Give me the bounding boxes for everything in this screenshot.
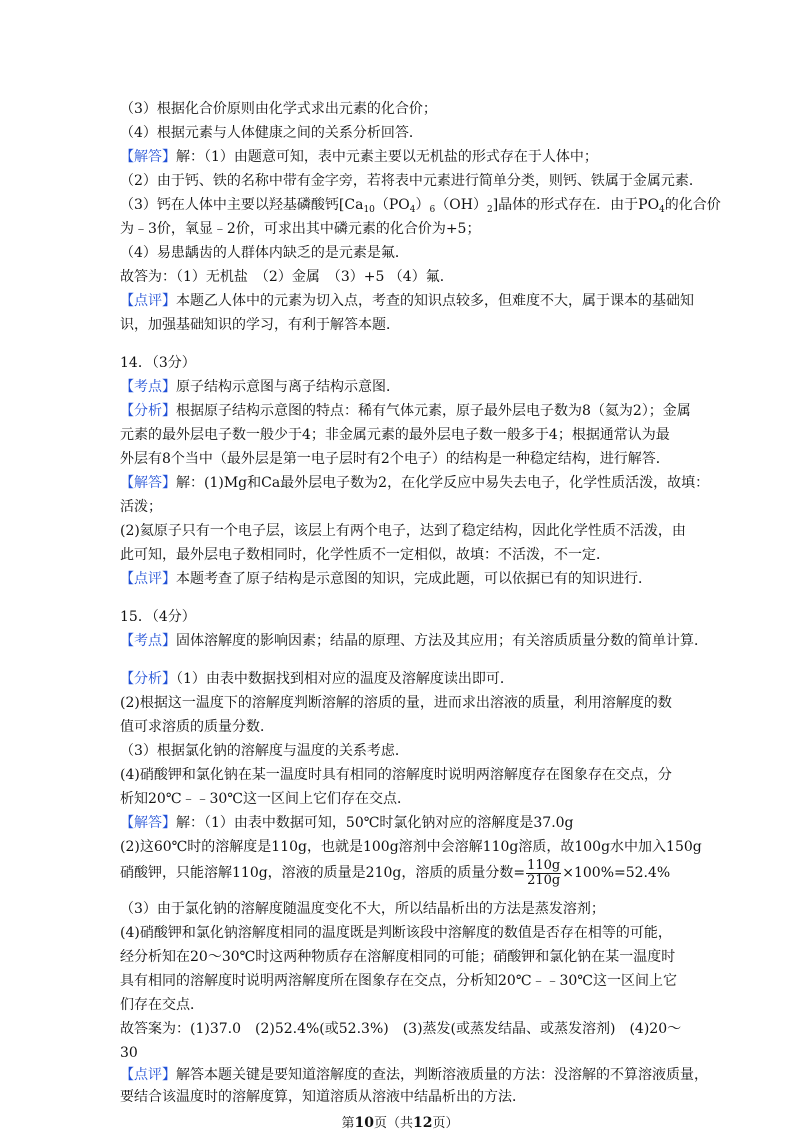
text-span: 根据原子结构示意图的特点：稀有气体元素，原子最外层电子数为8（氦为2）；金属 bbox=[176, 403, 691, 419]
subscript: 4 bbox=[409, 205, 416, 215]
subscript: 6 bbox=[429, 205, 436, 215]
text-span: 硝酸钾，只能溶解110g，溶液的质量是210g，溶质的质量分数= bbox=[120, 865, 526, 881]
text-line: （3）由于氯化钠的溶解度随温度变化不大，所以结晶析出的方法是蒸发溶剂； bbox=[120, 901, 605, 917]
text-line: (2)根据这一温度下的溶解度判断溶解的溶质的量，进而求出溶液的质量，利用溶解度的数 bbox=[120, 695, 672, 711]
text-line: 元素的最外层电子数一般少于4；非金属元素的最外层电子数一般多于4；根据通常认为最 bbox=[120, 427, 670, 443]
question-heading: 15．（4分） bbox=[120, 609, 196, 625]
subscript: 4 bbox=[659, 205, 665, 215]
comment-line bbox=[120, 1066, 708, 1084]
text-span: 固体溶解度的影响因素；结晶的原理、方法及其应用；有关溶质质量分数的简单计算． bbox=[176, 633, 708, 649]
footer-text: 页（共 bbox=[373, 1116, 413, 1131]
text-span: ） bbox=[415, 197, 430, 213]
text-span: 本题考查了原子结构是示意图的知识，完成此题，可以依据已有的知识进行． bbox=[176, 571, 652, 587]
fraction-denominator: 210g bbox=[527, 872, 561, 888]
comment-tag: 【点评】 bbox=[120, 571, 176, 587]
total-pages: 12 bbox=[413, 1115, 433, 1131]
comment-line bbox=[120, 570, 652, 588]
page-number: 10 bbox=[354, 1115, 374, 1131]
fraction-line bbox=[120, 858, 670, 888]
analysis-line bbox=[120, 402, 691, 420]
text-span: 解：（1）由表中数据可知，50℃时氯化钠对应的溶解度是37.0g bbox=[176, 815, 574, 831]
text-line: 经分析知在20～30℃时这两种物质存在溶解度相同的可能；硝酸钾和氯化钠在某一温度时 bbox=[120, 949, 676, 965]
text-line: （4）易患龋齿的人群体内缺乏的是元素是氟． bbox=[120, 245, 409, 261]
text-span: （OH） bbox=[435, 197, 487, 213]
text-line: （4）根据元素与人体健康之间的关系分析回答． bbox=[120, 125, 423, 141]
text-line: 析知20℃﹣﹣30℃这一区间上它们存在交点． bbox=[120, 791, 411, 807]
keypoint-line bbox=[120, 632, 708, 650]
text-line: 故答为：（1）无机盐 （2）金属 （3）+5 （4）氟． bbox=[120, 269, 454, 285]
text-span: （3）钙在人体中主要以羟基磷酸钙[Ca bbox=[120, 197, 364, 213]
keypoint-line bbox=[120, 378, 400, 396]
text-span: 原子结构示意图与离子结构示意图． bbox=[176, 379, 400, 395]
text-span: 解：（1）由题意可知，表中元素主要以无机盐的形式存在于人体中； bbox=[176, 149, 598, 165]
analysis-line bbox=[120, 670, 514, 688]
fraction-numerator: 110g bbox=[527, 857, 561, 873]
answer-line bbox=[120, 148, 598, 166]
footer-text: 第 bbox=[341, 1116, 355, 1131]
text-line: 活泼； bbox=[120, 499, 162, 515]
text-line: 们存在交点． bbox=[120, 997, 204, 1013]
text-line: (4)硝酸钾和氯化钠在某一温度时具有相同的溶解度时说明两溶解度存在图象存在交点，分 bbox=[120, 767, 672, 783]
text-span: 的化合价 bbox=[664, 197, 721, 213]
text-span: 解答本题关键是要知道溶解度的查法，判断溶液质量的方法：没溶解的不算溶液质量， bbox=[176, 1067, 708, 1083]
text-span: （PO bbox=[374, 197, 410, 213]
text-span: 本题乙人体中的元素为切入点，考查的知识点较多，但难度不大，属于课本的基础知 bbox=[176, 293, 694, 309]
answer-tag: 【解答】 bbox=[120, 815, 176, 831]
fraction bbox=[526, 859, 561, 888]
comment-tag: 【点评】 bbox=[120, 293, 176, 309]
text-line: 此可知，最外层电子数相同时，化学性质不一定相似，故填：不活泼，不一定． bbox=[120, 547, 610, 563]
answer-line bbox=[120, 474, 709, 492]
subscript: 10 bbox=[363, 205, 375, 215]
text-line: 外层有8个当中（最外层是第一电子层时有2个电子）的结构是一种稳定结构，进行解答． bbox=[120, 451, 670, 467]
text-span: （1）由表中数据找到相对应的温度及溶解度读出即可． bbox=[176, 671, 514, 687]
answer-line bbox=[120, 814, 574, 832]
text-line: （3）根据化合价原则由化学式求出元素的化合价； bbox=[120, 101, 437, 117]
text-line: 识，加强基础知识的学习，有利于解答本题． bbox=[120, 317, 400, 333]
text-line: （3）根据氯化钠的溶解度与温度的关系考虑． bbox=[120, 743, 409, 759]
analysis-tag: 【分析】 bbox=[120, 671, 176, 687]
text-line: (4)硝酸钾和氯化钠溶解度相同的温度既是判断该段中溶解度的数值是否存在相等的可能， bbox=[120, 925, 672, 941]
answer-tag: 【解答】 bbox=[120, 149, 176, 165]
keypoint-tag: 【考点】 bbox=[120, 633, 176, 649]
comment-tag: 【点评】 bbox=[120, 1067, 176, 1083]
text-line: 具有相同的溶解度时说明两溶解度所在图象存在交点，分析知20℃﹣﹣30℃这一区间上它 bbox=[120, 973, 677, 989]
text-line: 30 bbox=[120, 1045, 138, 1061]
analysis-tag: 【分析】 bbox=[120, 403, 176, 419]
text-span: ×100%=52.4% bbox=[562, 865, 671, 881]
final-answer-line: 故答案为：(1)37.0 (2)52.4%(或52.3%) (3)蒸发(或蒸发结晶、或蒸发溶剂) (4)20～ bbox=[120, 1021, 682, 1037]
text-line: 值可求溶质的质量分数． bbox=[120, 719, 274, 735]
question-heading: 14．（3分） bbox=[120, 355, 196, 371]
text-line: 为﹣3价，氧显﹣2价，可求出其中磷元素的化合价为+5； bbox=[120, 221, 481, 237]
answer-tag: 【解答】 bbox=[120, 475, 176, 491]
text-line: 要结合该温度时的溶解度算，知道溶质从溶液中结晶析出的方法． bbox=[120, 1089, 526, 1105]
text-line: (2)氦原子只有一个电子层，该层上有两个电子，达到了稳定结构，因此化学性质不活泼，由 bbox=[120, 523, 686, 539]
page-footer bbox=[0, 1112, 800, 1131]
comment-line bbox=[120, 292, 694, 310]
footer-text: 页） bbox=[432, 1116, 459, 1131]
text-line: (2)这60℃时的溶解度是110g，也就是100g溶剂中会溶解110g溶质，故100g水中加入150g bbox=[120, 839, 702, 855]
text-line: （2）由于钙、铁的名称中带有金字旁，若将表中元素进行简单分类，则钙、铁属于金属元素． bbox=[120, 173, 703, 189]
subscript: 2 bbox=[486, 205, 493, 215]
text-span: 解：(1)Mg和Ca最外层电子数为2，在化学反应中易失去电子，化学性质活泼，故填： bbox=[176, 475, 710, 491]
text-span: ]晶体的形式存在．由于PO bbox=[492, 197, 660, 213]
keypoint-tag: 【考点】 bbox=[120, 379, 176, 395]
formula-line bbox=[120, 196, 721, 219]
